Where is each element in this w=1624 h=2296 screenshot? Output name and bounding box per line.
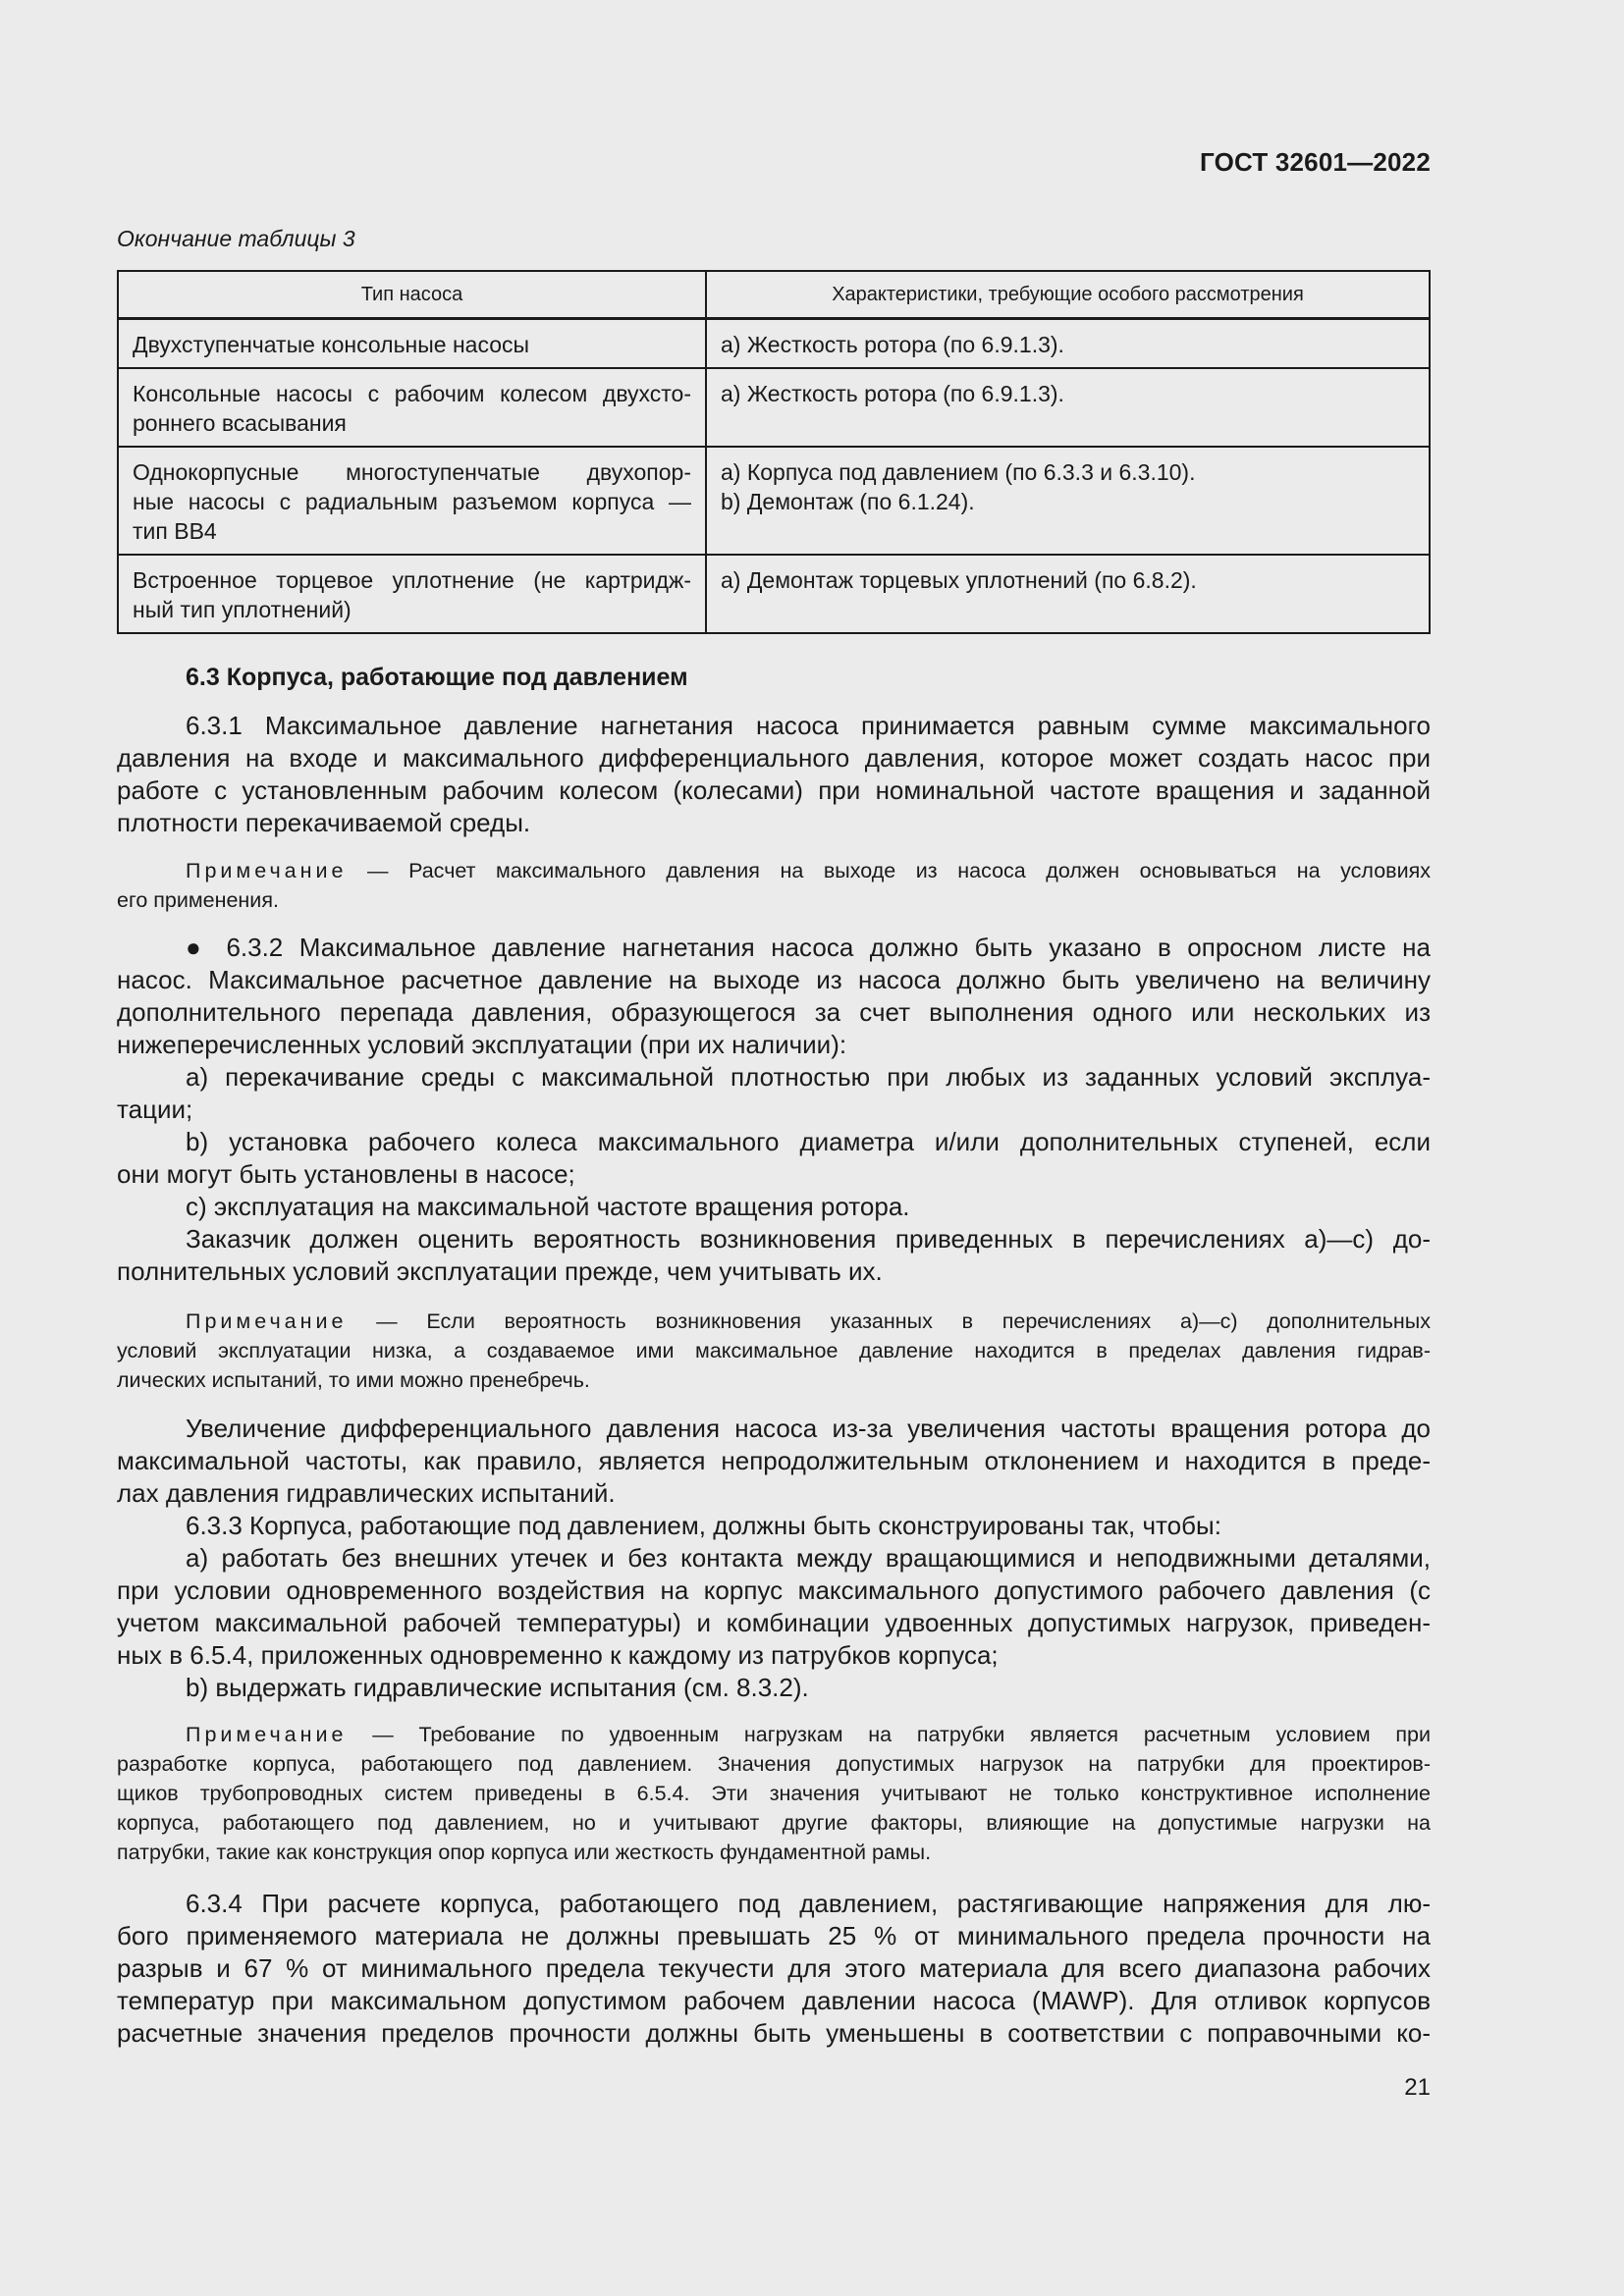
list-item-a-cont: тации; xyxy=(117,1095,193,1124)
pump-type-text: ный тип уплотнений) xyxy=(133,596,352,622)
pump-type-cell xyxy=(118,368,706,447)
note-2 xyxy=(117,1307,1431,1395)
table-row xyxy=(118,319,1430,368)
paragraph-line: 6.3.4 При расчете корпуса, работающего под давлением, растягивающие напряжения для лю- xyxy=(186,1889,1431,1918)
list-item-b: b) выдержать гидравлические испытания (см. 8.3.2). xyxy=(186,1673,809,1702)
section-heading xyxy=(117,661,1431,694)
list-item-a: a) перекачивание среды с максимальной плотностью при любых из заданных условий эксплуа- xyxy=(186,1062,1431,1092)
paragraph-line: давления на входе и максимального дифференциального давления, которое может создать насос при xyxy=(117,743,1431,773)
section-title: 6.3 Корпуса, работающие под давлением xyxy=(186,664,688,691)
paragraph-line: Увеличение дифференциального давления насоса из-за увеличения частоты вращения ротора до xyxy=(186,1414,1431,1443)
note-line xyxy=(117,856,1431,885)
paragraph-line: дополнительного перепада давления, образующегося за счет выполнения одного или нескольких из xyxy=(117,997,1431,1027)
characteristic-item: a) Жесткость ротора (по 6.9.1.3). xyxy=(721,380,1064,406)
note-text: — Требование по удвоенным нагрузкам на патрубки является расчетным условием при xyxy=(347,1723,1431,1746)
note-line xyxy=(117,1307,1431,1336)
list-item-a-cont: ных в 6.5.4, приложенных одновременно к каждому из патрубков корпуса; xyxy=(117,1640,999,1670)
paragraph-line: плотности перекачиваемой среды. xyxy=(117,808,531,837)
list-item-a-cont: учетом максимальной рабочей температуры) и комбинации удвоенных допустимых нагрузок, приведен- xyxy=(117,1608,1431,1637)
pump-type-cell xyxy=(118,319,706,368)
paragraph-line: температур при максимальном допустимом рабочем давлении насоса (MAWP). Для отливок корпусов xyxy=(117,1986,1431,2015)
column-header-pump-type: Тип насоса xyxy=(118,271,706,319)
paragraph-line: расчетные значения пределов прочности должны быть уменьшены в соответствии с поправочными ко- xyxy=(117,2018,1431,2048)
note-line: его применения. xyxy=(117,888,279,912)
note-3 xyxy=(117,1720,1431,1867)
pump-type-text: Однокорпусные многоступенчатые двухопор- xyxy=(133,458,691,485)
paragraph-line: бого применяемого материала не должны превышать 25 % от минимального предела прочности на xyxy=(117,1921,1431,1950)
characteristics-cell xyxy=(706,555,1430,633)
note-line: корпуса, работающего под давлением, но и учитывают другие факторы, влияющие на допустимые нагрузки на xyxy=(117,1811,1431,1835)
note-1 xyxy=(117,856,1431,915)
characteristic-item: a) Жесткость ротора (по 6.9.1.3). xyxy=(721,332,1064,357)
table-row xyxy=(118,368,1430,447)
note-line: условий эксплуатации низка, а создаваемое ими максимальное давление находится в пределах давления гидрав- xyxy=(117,1339,1431,1362)
paragraph-line: работе с установленным рабочим колесом (колесами) при номинальной частоте вращения и заданной xyxy=(117,775,1431,805)
list-item-a-cont: при условии одновременного воздействия на корпус максимального допустимого рабочего давления (с xyxy=(117,1575,1431,1605)
paragraph-6-3-3: 6.3.3 Корпуса, работающие под давлением, должны быть сконструированы так, чтобы: xyxy=(186,1511,1221,1540)
table-row xyxy=(118,555,1430,633)
paragraph-line: Заказчик должен оценить вероятность возникновения приведенных в перечислениях а)—с) до- xyxy=(186,1224,1431,1254)
characteristics-cell xyxy=(706,319,1430,368)
pump-type-cell xyxy=(118,555,706,633)
list-item-b: b) установка рабочего колеса максимального диаметра и/или дополнительных ступеней, если xyxy=(186,1127,1431,1156)
list-item-a: a) работать без внешних утечек и без контакта между вращающимися и неподвижными деталями, xyxy=(186,1543,1431,1573)
paragraph-line: нижеперечисленных условий эксплуатации (при их наличии): xyxy=(117,1030,847,1059)
characteristic-item: b) Демонтаж (по 6.1.24). xyxy=(721,488,975,514)
page-number: 21 xyxy=(1404,2074,1431,2101)
list-item-c: c) эксплуатация на максимальной частоте вращения ротора. xyxy=(186,1192,910,1221)
paragraph-line: полнительных условий эксплуатации прежде, чем учитывать их. xyxy=(117,1256,883,1286)
characteristic-item: a) Корпуса под давлением (по 6.3.3 и 6.3.10). xyxy=(721,458,1196,485)
column-header-characteristics: Характеристики, требующие особого рассмотрения xyxy=(706,271,1430,319)
characteristics-cell xyxy=(706,447,1430,555)
paragraph-line: насос. Максимальное расчетное давление на выходе из насоса должно быть увеличено на величину xyxy=(117,965,1431,994)
table-row xyxy=(118,447,1430,555)
characteristics-cell xyxy=(706,368,1430,447)
note-text: — Расчет максимального давления на выходе из насоса должен основываться на условиях xyxy=(347,859,1431,882)
pump-type-text: роннего всасывания xyxy=(133,409,347,436)
paragraph-line: ● 6.3.2 Максимальное давление нагнетания насоса должно быть указано в опросном листе на xyxy=(186,933,1431,962)
note-text: — Если вероятность возникновения указанных в перечислениях а)—с) дополнительных xyxy=(347,1309,1431,1333)
paragraph-6-3-1 xyxy=(117,710,1431,839)
note-label: Примечание xyxy=(186,859,348,882)
note-line xyxy=(117,1720,1431,1749)
note-line: лических испытаний, то ими можно пренебречь. xyxy=(117,1368,590,1392)
paragraph-6-3-4 xyxy=(117,1888,1431,2050)
note-label: Примечание xyxy=(186,1309,348,1333)
document-number: ГОСТ 32601—2022 xyxy=(1200,147,1431,177)
pump-type-text: Двухступенчатые консольные насосы xyxy=(133,332,530,357)
note-line: разработке корпуса, работающего под давлением. Значения допустимых нагрузок на патрубки для проектиров- xyxy=(117,1752,1431,1776)
note-label: Примечание xyxy=(186,1723,348,1746)
note-line: щиков трубопроводных систем приведены в 6.5.4. Эти значения учитывают не только конструктивное исполнение xyxy=(117,1782,1431,1805)
paragraph-line: разрыв и 67 % от минимального предела текучести для этого материала для всего диапазона рабочих xyxy=(117,1953,1431,1983)
pump-type-text: Консольные насосы с рабочим колесом двухсто- xyxy=(133,380,691,406)
note-line: патрубки, такие как конструкция опор корпуса или жесткость фундаментной рамы. xyxy=(117,1841,932,1864)
paragraph-line: максимальной частоты, как правило, является непродолжительным отклонением и находится в преде- xyxy=(117,1446,1431,1475)
table-caption: Окончание таблицы 3 xyxy=(117,226,355,251)
characteristic-item: a) Демонтаж торцевых уплотнений (по 6.8.2). xyxy=(721,566,1197,593)
pump-type-text: тип ВВ4 xyxy=(133,517,217,544)
pump-type-text: Встроенное торцевое уплотнение (не картридж- xyxy=(133,566,691,593)
paragraph-line: 6.3.1 Максимальное давление нагнетания насоса принимается равным сумме максимального xyxy=(186,711,1431,740)
table-header-row xyxy=(118,271,1430,319)
paragraph-increase xyxy=(117,1413,1431,1704)
list-item-b-cont: они могут быть установлены в насосе; xyxy=(117,1159,575,1189)
paragraph-line: лах давления гидравлических испытаний. xyxy=(117,1478,616,1508)
pump-type-cell xyxy=(118,447,706,555)
pump-characteristics-table xyxy=(117,270,1431,634)
pump-type-text: ные насосы с радиальным разъемом корпуса — xyxy=(133,488,691,514)
paragraph-6-3-2 xyxy=(117,932,1431,1288)
